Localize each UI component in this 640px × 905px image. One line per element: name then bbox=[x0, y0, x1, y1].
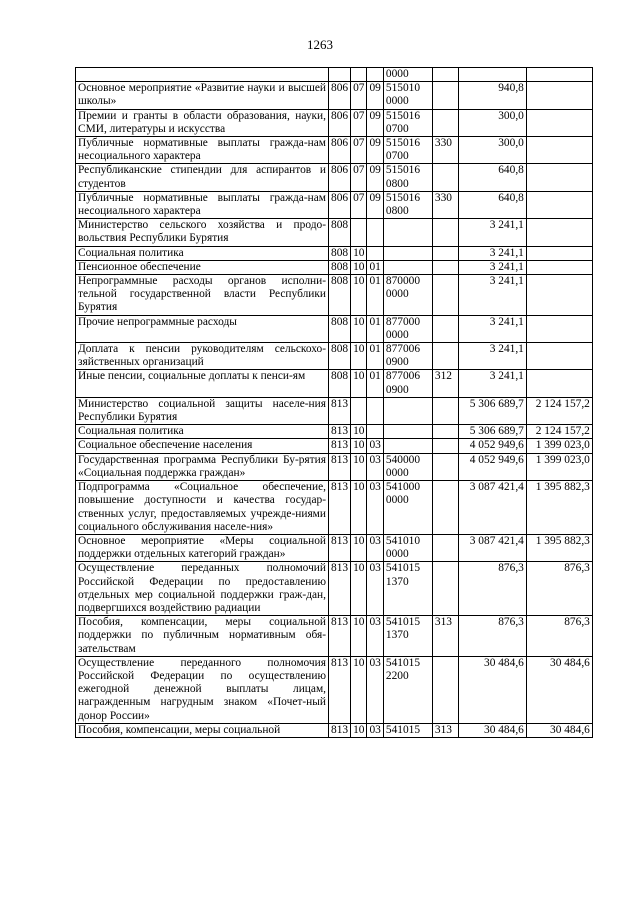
cell-subsection: 09 bbox=[367, 191, 383, 218]
cell-expense-type bbox=[432, 562, 458, 616]
table-row bbox=[76, 109, 593, 136]
cell-section: 10 bbox=[351, 425, 367, 439]
cell-target-article: 541015 2200 bbox=[383, 656, 432, 723]
table-row bbox=[76, 343, 593, 370]
cell-amount-1: 4 052 949,6 bbox=[458, 453, 526, 480]
cell-expense-type bbox=[432, 275, 458, 316]
cell-expense-type bbox=[432, 260, 458, 274]
cell-expense-type: 330 bbox=[432, 137, 458, 164]
cell-subsection: 03 bbox=[367, 656, 383, 723]
cell-expense-type bbox=[432, 425, 458, 439]
table-row bbox=[76, 562, 593, 616]
cell-target-article bbox=[383, 219, 432, 246]
cell-section: 10 bbox=[351, 481, 367, 535]
cell-amount-1: 640,8 bbox=[458, 191, 526, 218]
cell-subsection: 09 bbox=[367, 164, 383, 191]
cell-name: Пособия, компенсации, меры социальной bbox=[76, 723, 329, 737]
table-row bbox=[76, 453, 593, 480]
cell-subsection: 03 bbox=[367, 439, 383, 453]
table-row bbox=[76, 616, 593, 657]
cell-name: Осуществление переданного полномочия Российской Федерации по осуществлению ежегодной денежной выплаты лицам, награжденным нагрудным знаком «Почет-ный донор России» bbox=[76, 656, 329, 723]
cell-target-article: 877006 0900 bbox=[383, 343, 432, 370]
cell-amount-2 bbox=[526, 219, 592, 246]
cell-target-article: 870000 0000 bbox=[383, 275, 432, 316]
cell-ministry-code: 813 bbox=[329, 656, 351, 723]
cell-target-article bbox=[383, 246, 432, 260]
cell-ministry-code: 813 bbox=[329, 534, 351, 561]
cell-amount-1: 3 241,1 bbox=[458, 315, 526, 342]
cell-subsection bbox=[367, 68, 383, 82]
table-row bbox=[76, 275, 593, 316]
cell-amount-2: 30 484,6 bbox=[526, 656, 592, 723]
cell-amount-2 bbox=[526, 68, 592, 82]
cell-ministry-code: 813 bbox=[329, 616, 351, 657]
cell-amount-2: 1 395 882,3 bbox=[526, 534, 592, 561]
cell-amount-2 bbox=[526, 137, 592, 164]
cell-section: 10 bbox=[351, 439, 367, 453]
cell-ministry-code: 806 bbox=[329, 191, 351, 218]
cell-expense-type bbox=[432, 246, 458, 260]
cell-amount-1: 30 484,6 bbox=[458, 723, 526, 737]
cell-amount-1: 3 241,1 bbox=[458, 246, 526, 260]
cell-ministry-code: 808 bbox=[329, 343, 351, 370]
cell-expense-type: 313 bbox=[432, 723, 458, 737]
cell-name: Основное мероприятие «Меры социальной поддержки отдельных категорий граждан» bbox=[76, 534, 329, 561]
cell-name: Министерство социальной защиты населе-ния Республики Бурятия bbox=[76, 397, 329, 424]
cell-name: Социальное обеспечение населения bbox=[76, 439, 329, 453]
cell-ministry-code: 813 bbox=[329, 562, 351, 616]
cell-expense-type bbox=[432, 109, 458, 136]
cell-amount-2: 876,3 bbox=[526, 616, 592, 657]
cell-amount-1: 3 087 421,4 bbox=[458, 481, 526, 535]
table-row bbox=[76, 397, 593, 424]
cell-section bbox=[351, 397, 367, 424]
cell-section: 10 bbox=[351, 534, 367, 561]
budget-table bbox=[75, 67, 593, 738]
cell-target-article bbox=[383, 425, 432, 439]
cell-section: 10 bbox=[351, 562, 367, 616]
cell-target-article: 515016 0700 bbox=[383, 137, 432, 164]
cell-name bbox=[76, 68, 329, 82]
cell-subsection bbox=[367, 397, 383, 424]
cell-subsection: 01 bbox=[367, 260, 383, 274]
table-row bbox=[76, 137, 593, 164]
cell-amount-2: 2 124 157,2 bbox=[526, 425, 592, 439]
cell-subsection: 01 bbox=[367, 343, 383, 370]
cell-ministry-code: 806 bbox=[329, 137, 351, 164]
cell-name: Публичные нормативные выплаты гражда-нам несоциального характера bbox=[76, 191, 329, 218]
cell-expense-type bbox=[432, 481, 458, 535]
cell-target-article bbox=[383, 439, 432, 453]
cell-target-article: 515016 0800 bbox=[383, 191, 432, 218]
cell-section: 07 bbox=[351, 82, 367, 109]
cell-ministry-code: 806 bbox=[329, 164, 351, 191]
table-row bbox=[76, 534, 593, 561]
cell-target-article bbox=[383, 397, 432, 424]
cell-name: Социальная политика bbox=[76, 246, 329, 260]
cell-subsection: 09 bbox=[367, 82, 383, 109]
cell-expense-type bbox=[432, 219, 458, 246]
cell-ministry-code: 808 bbox=[329, 219, 351, 246]
cell-section: 10 bbox=[351, 246, 367, 260]
cell-target-article: 877000 0000 bbox=[383, 315, 432, 342]
cell-amount-2: 30 484,6 bbox=[526, 723, 592, 737]
cell-expense-type bbox=[432, 439, 458, 453]
cell-section bbox=[351, 68, 367, 82]
cell-amount-1: 3 241,1 bbox=[458, 219, 526, 246]
cell-target-article: 515016 0700 bbox=[383, 109, 432, 136]
cell-amount-2 bbox=[526, 315, 592, 342]
cell-amount-1: 5 306 689,7 bbox=[458, 425, 526, 439]
table-row bbox=[76, 481, 593, 535]
cell-amount-1: 876,3 bbox=[458, 616, 526, 657]
cell-amount-2 bbox=[526, 275, 592, 316]
cell-expense-type bbox=[432, 315, 458, 342]
table-row bbox=[76, 219, 593, 246]
cell-subsection: 03 bbox=[367, 481, 383, 535]
cell-name: Министерство сельского хозяйства и продо-вольствия Республики Бурятия bbox=[76, 219, 329, 246]
cell-section: 07 bbox=[351, 191, 367, 218]
cell-subsection: 03 bbox=[367, 534, 383, 561]
cell-expense-type bbox=[432, 164, 458, 191]
table-body bbox=[76, 68, 593, 738]
cell-ministry-code: 808 bbox=[329, 260, 351, 274]
cell-name: Иные пенсии, социальные доплаты к пенси-ям bbox=[76, 370, 329, 397]
cell-expense-type bbox=[432, 656, 458, 723]
cell-amount-2 bbox=[526, 370, 592, 397]
cell-amount-1 bbox=[458, 68, 526, 82]
cell-name: Республиканские стипендии для аспирантов и студентов bbox=[76, 164, 329, 191]
cell-subsection: 03 bbox=[367, 616, 383, 657]
cell-ministry-code: 808 bbox=[329, 246, 351, 260]
cell-ministry-code: 813 bbox=[329, 453, 351, 480]
cell-section: 10 bbox=[351, 343, 367, 370]
cell-ministry-code: 808 bbox=[329, 315, 351, 342]
table-row bbox=[76, 260, 593, 274]
cell-target-article: 0000 bbox=[383, 68, 432, 82]
cell-target-article: 515010 0000 bbox=[383, 82, 432, 109]
cell-ministry-code: 806 bbox=[329, 82, 351, 109]
cell-name: Основное мероприятие «Развитие науки и высшей школы» bbox=[76, 82, 329, 109]
cell-amount-1: 300,0 bbox=[458, 137, 526, 164]
cell-name: Подпрограмма «Социальное обеспечение, повышение доступности и качества государ-ственных услуг, предоставляемых учрежде-ниями социального обслуживания населе-ния» bbox=[76, 481, 329, 535]
cell-section: 07 bbox=[351, 109, 367, 136]
cell-amount-1: 4 052 949,6 bbox=[458, 439, 526, 453]
cell-target-article: 541015 1370 bbox=[383, 616, 432, 657]
table-row bbox=[76, 191, 593, 218]
cell-name: Непрограммные расходы органов исполни-тельной государственной власти Республики Бурятия bbox=[76, 275, 329, 316]
cell-amount-2 bbox=[526, 260, 592, 274]
cell-expense-type: 330 bbox=[432, 191, 458, 218]
cell-amount-1: 5 306 689,7 bbox=[458, 397, 526, 424]
cell-amount-1: 3 241,1 bbox=[458, 370, 526, 397]
cell-amount-2 bbox=[526, 164, 592, 191]
page-number: 1263 bbox=[307, 37, 333, 52]
cell-section: 10 bbox=[351, 275, 367, 316]
cell-subsection: 03 bbox=[367, 453, 383, 480]
cell-target-article: 541000 0000 bbox=[383, 481, 432, 535]
cell-amount-1: 3 241,1 bbox=[458, 275, 526, 316]
cell-amount-2: 876,3 bbox=[526, 562, 592, 616]
cell-ministry-code bbox=[329, 68, 351, 82]
cell-amount-2: 1 399 023,0 bbox=[526, 439, 592, 453]
cell-name: Пенсионное обеспечение bbox=[76, 260, 329, 274]
cell-expense-type bbox=[432, 397, 458, 424]
cell-subsection bbox=[367, 219, 383, 246]
cell-amount-2 bbox=[526, 109, 592, 136]
cell-amount-2 bbox=[526, 343, 592, 370]
cell-subsection: 03 bbox=[367, 723, 383, 737]
cell-ministry-code: 813 bbox=[329, 481, 351, 535]
cell-amount-2 bbox=[526, 191, 592, 218]
cell-amount-1: 3 241,1 bbox=[458, 343, 526, 370]
cell-subsection: 01 bbox=[367, 275, 383, 316]
cell-subsection: 09 bbox=[367, 137, 383, 164]
cell-amount-2: 1 395 882,3 bbox=[526, 481, 592, 535]
table-row bbox=[76, 439, 593, 453]
cell-ministry-code: 813 bbox=[329, 723, 351, 737]
cell-expense-type bbox=[432, 534, 458, 561]
cell-subsection bbox=[367, 246, 383, 260]
cell-expense-type bbox=[432, 453, 458, 480]
cell-target-article: 515016 0800 bbox=[383, 164, 432, 191]
cell-name: Государственная программа Республики Бу-рятия «Социальная поддержка граждан» bbox=[76, 453, 329, 480]
cell-name: Премии и гранты в области образования, науки, СМИ, литературы и искусства bbox=[76, 109, 329, 136]
table-row bbox=[76, 164, 593, 191]
table-row bbox=[76, 425, 593, 439]
cell-ministry-code: 813 bbox=[329, 425, 351, 439]
cell-name: Пособия, компенсации, меры социальной поддержки по публичным нормативным обя-зательствам bbox=[76, 616, 329, 657]
cell-name: Прочие непрограммные расходы bbox=[76, 315, 329, 342]
cell-section: 10 bbox=[351, 370, 367, 397]
cell-amount-2 bbox=[526, 246, 592, 260]
cell-section: 07 bbox=[351, 164, 367, 191]
cell-expense-type: 313 bbox=[432, 616, 458, 657]
cell-amount-1: 30 484,6 bbox=[458, 656, 526, 723]
table-row bbox=[76, 723, 593, 737]
cell-amount-1: 940,8 bbox=[458, 82, 526, 109]
cell-expense-type bbox=[432, 82, 458, 109]
cell-name: Социальная политика bbox=[76, 425, 329, 439]
cell-expense-type: 312 bbox=[432, 370, 458, 397]
cell-expense-type bbox=[432, 68, 458, 82]
cell-section: 10 bbox=[351, 723, 367, 737]
table-row bbox=[76, 370, 593, 397]
cell-section bbox=[351, 219, 367, 246]
cell-name: Публичные нормативные выплаты граждa-нам несоциального характера bbox=[76, 137, 329, 164]
cell-expense-type bbox=[432, 343, 458, 370]
cell-target-article: 540000 0000 bbox=[383, 453, 432, 480]
cell-ministry-code: 813 bbox=[329, 439, 351, 453]
cell-subsection: 01 bbox=[367, 315, 383, 342]
cell-target-article: 877006 0900 bbox=[383, 370, 432, 397]
cell-amount-1: 640,8 bbox=[458, 164, 526, 191]
cell-ministry-code: 806 bbox=[329, 109, 351, 136]
cell-section: 10 bbox=[351, 260, 367, 274]
cell-section: 10 bbox=[351, 453, 367, 480]
cell-target-article: 541015 1370 bbox=[383, 562, 432, 616]
cell-target-article: 541015 bbox=[383, 723, 432, 737]
cell-ministry-code: 808 bbox=[329, 275, 351, 316]
cell-section: 10 bbox=[351, 656, 367, 723]
cell-amount-2: 2 124 157,2 bbox=[526, 397, 592, 424]
cell-section: 10 bbox=[351, 315, 367, 342]
cell-amount-1: 3 087 421,4 bbox=[458, 534, 526, 561]
cell-amount-1: 3 241,1 bbox=[458, 260, 526, 274]
cell-name: Осуществление переданных полномочий Российской Федерации по предоставлению отдельных мер социальной поддержки граж-дан, подвергшихся воздействию радиации bbox=[76, 562, 329, 616]
cell-target-article: 541010 0000 bbox=[383, 534, 432, 561]
cell-amount-1: 300,0 bbox=[458, 109, 526, 136]
cell-ministry-code: 813 bbox=[329, 397, 351, 424]
cell-section: 07 bbox=[351, 137, 367, 164]
cell-subsection: 03 bbox=[367, 562, 383, 616]
table-row bbox=[76, 315, 593, 342]
cell-amount-2: 1 399 023,0 bbox=[526, 453, 592, 480]
cell-subsection bbox=[367, 425, 383, 439]
cell-subsection: 01 bbox=[367, 370, 383, 397]
table-row bbox=[76, 246, 593, 260]
cell-ministry-code: 808 bbox=[329, 370, 351, 397]
cell-name: Доплата к пенсии руководителям сельскохо-зяйственных организаций bbox=[76, 343, 329, 370]
cell-amount-2 bbox=[526, 82, 592, 109]
table-row bbox=[76, 656, 593, 723]
cell-section: 10 bbox=[351, 616, 367, 657]
cell-subsection: 09 bbox=[367, 109, 383, 136]
cell-amount-1: 876,3 bbox=[458, 562, 526, 616]
cell-target-article bbox=[383, 260, 432, 274]
table-row bbox=[76, 82, 593, 109]
table-row bbox=[76, 68, 593, 82]
